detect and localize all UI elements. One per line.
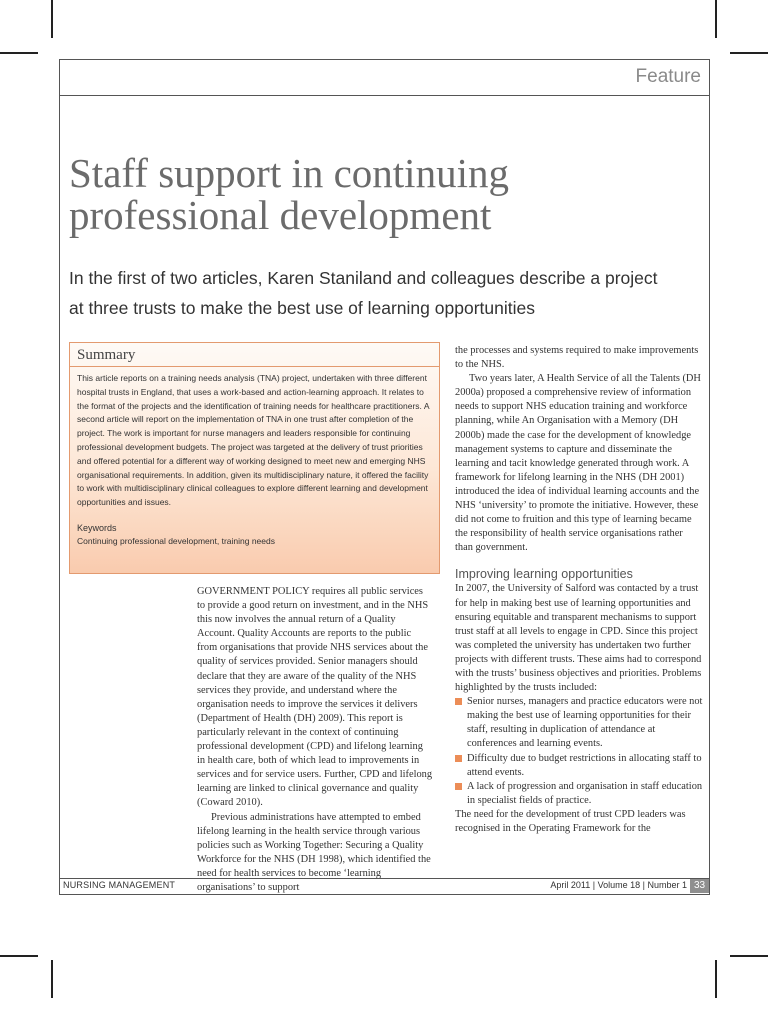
body-paragraph: GOVERNMENT POLICY requires all public services to provide a good return on investment, and in the NHS this now involves the annual return of a Quality Account. Quality Accounts are reports to the public from organisations that provide NHS services about the quality of services provided. Senior managers should declare that they are aware of the quality of the NHS services they provide, and understand where the organisation needs to improve the services it delivers (Department of Health (DH) 2009). This report is particularly relevant in the context of continuing professional development (CPD) and lifelong learning in health care, both of which lead to improvements in services and for service users. Further, CPD and lifelong learning are linked to clinical governance and quality (Coward 2010). <box>197 586 433 809</box>
list-item-text: A lack of progression and organisation in staff education in specialist fields of practice. <box>467 780 703 806</box>
section-subheading: Improving learning opportunities <box>455 567 633 582</box>
crop-mark <box>0 52 38 54</box>
body-paragraph: the processes and systems required to make improvements to the NHS. <box>455 345 699 371</box>
square-bullet-icon <box>455 698 462 705</box>
crop-mark <box>730 52 768 54</box>
page-footer <box>60 878 709 894</box>
keywords-text: Continuing professional development, training needs <box>77 535 275 546</box>
crop-mark <box>715 0 717 38</box>
list-item-text: Difficulty due to budget restrictions in allocating staff to attend events. <box>467 752 702 778</box>
issue-info: April 2011 | Volume 18 | Number 1 <box>550 880 687 890</box>
list-item <box>455 780 703 808</box>
section-label: Feature <box>635 66 701 87</box>
journal-name: NURSING MANAGEMENT <box>63 880 176 890</box>
summary-text: This article reports on a training needs analysis (TNA) project, undertaken with three different hospital trusts in England, that uses a work-based and action-learning approach. It relates to the format of the projects and the identification of training needs for healthcare practitioners. A second article will report on the implementation of TNA in one trust after completion of the project. The work is important for nurse managers and leaders responsible for continuing professional development budgets. The project was targeted at the delivery of trust priorities and offered potential for a different way of working designed to meet new and emerging NHS organisational requirements. In addition, given its multidisciplinary nature, it offered the facility to work with multidisciplinary clinical colleagues to explore different learning and development opportunities and issues. <box>77 373 430 508</box>
standfirst: In the first of two articles, Karen Staniland and colleagues describe a project at three trusts to make the best use of learning opportunities <box>69 268 658 318</box>
list-item <box>455 752 703 780</box>
body-paragraph: Two years later, A Health Service of all the Talents (DH 2000a) proposed a comprehensive review of information needs to support NHS education training and workforce planning, while An Organisation with a Memory (DH 2000b) made the case for the development of knowledge management systems to capture and disseminate the learning and tacit knowledge generated through work. A framework for lifelong learning in the NHS (DH 2001) introduced the idea of individual learning accounts and the NHS ‘university’ to promote the initiative. However, these did not come to fruition and this type of learning became the responsibility of health service organisations rather than government. <box>455 373 701 554</box>
article-title: Staff support in continuing professional development <box>69 150 509 238</box>
crop-mark <box>715 960 717 998</box>
crop-mark <box>51 960 53 998</box>
list-item-text: Senior nurses, managers and practice educators were not making the best use of learning opportunities for their staff, resulting in duplication of attendance at conferences and learning events. <box>467 696 703 750</box>
square-bullet-icon <box>455 783 462 790</box>
crop-mark <box>51 0 53 38</box>
bullet-list <box>455 695 703 808</box>
body-paragraph: The need for the development of trust CPD leaders was recognised in the Operating Framework for the <box>455 808 686 834</box>
crop-mark <box>0 955 38 957</box>
summary-box <box>69 342 440 574</box>
body-column-middle <box>197 585 433 895</box>
page-frame <box>59 59 710 895</box>
body-paragraph: In 2007, the University of Salford was contacted by a trust for help in making best use of learning opportunities and ensuring equitable and transparent mechanisms to support trust staff at all levels to engage in CPD. Since this project was completed the university has undertaken two further projects with different trusts. These aims had to correspond with the trusts’ business objectives and priorities. Problems highlighted by the trusts included: <box>455 583 702 694</box>
body-paragraph: Previous administrations have attempted to embed lifelong learning in the health service through various policies such as Working Together: Securing a Quality Workforce for the NHS (DH 1998), which identified the need for health services to become ‘learning organisations’ to support <box>197 811 431 893</box>
list-item <box>455 695 703 751</box>
header-bar <box>60 60 709 96</box>
body-column-right <box>455 344 703 836</box>
keywords-heading: Keywords <box>77 522 117 533</box>
summary-heading: Summary <box>70 347 439 367</box>
page-number: 33 <box>690 879 709 893</box>
square-bullet-icon <box>455 755 462 762</box>
crop-mark <box>730 955 768 957</box>
